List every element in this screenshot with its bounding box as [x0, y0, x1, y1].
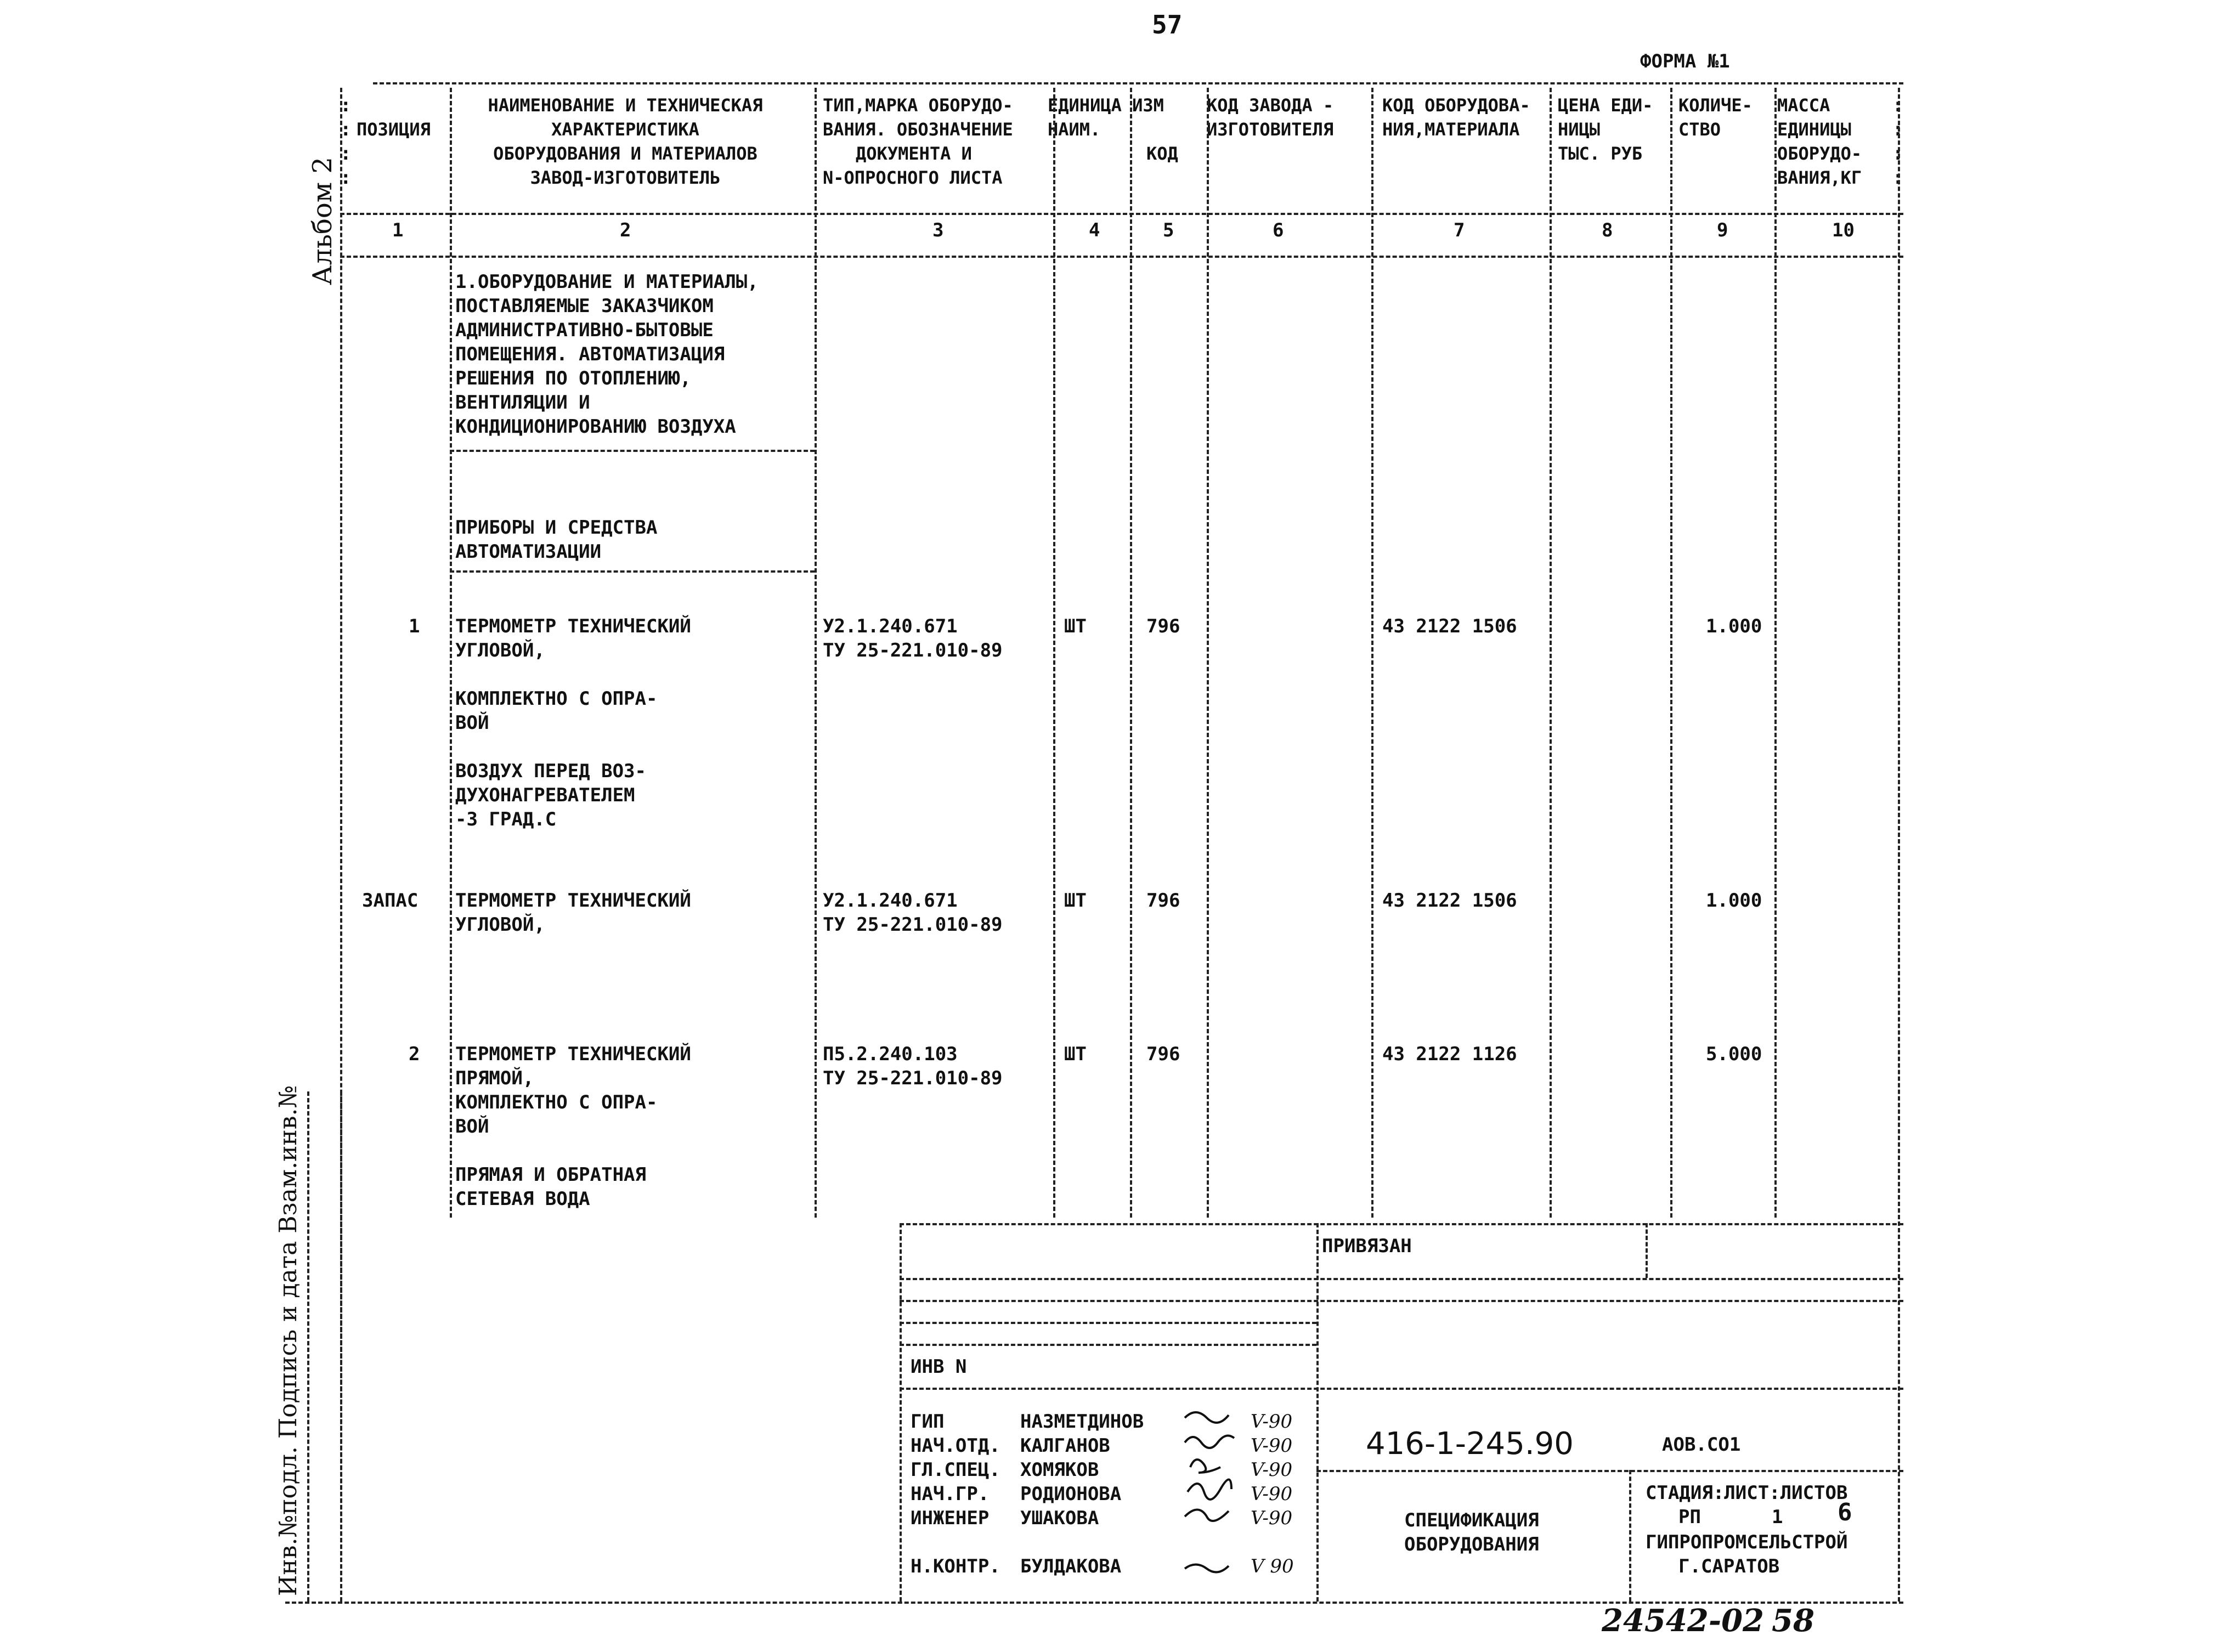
- item-1-unit: ШТ: [1064, 615, 1087, 637]
- privyazan-label: ПРИВЯЗАН: [1322, 1235, 1412, 1257]
- footer-page-number: 58: [1772, 1603, 1814, 1639]
- item-1-equip-code: 43 2122 1506: [1382, 615, 1517, 637]
- colnum-3: 3: [932, 219, 944, 241]
- document-title: СПЕЦИФИКАЦИЯ ОБОРУДОВАНИЯ: [1404, 1509, 1539, 1555]
- colnum-5: 5: [1163, 219, 1174, 241]
- titleblock-rule-5: [900, 1344, 1316, 1346]
- titleblock-rule-4: [900, 1322, 1316, 1324]
- colline-5: [1207, 88, 1209, 1218]
- album-label: Альбом 2: [307, 157, 338, 285]
- item-2-name: ТЕРМОМЕТР ТЕХНИЧЕСКИЙ ПРЯМОЙ, КОМПЛЕКТНО С ОПРА- ВОЙ ПРЯМАЯ И ОБРАТНАЯ СЕТЕВАЯ ВОДА: [455, 1043, 691, 1210]
- section-1-rule: [450, 450, 815, 452]
- inv-label: ИНВ N: [911, 1356, 967, 1378]
- item-2-qty: 5.000: [1706, 1043, 1762, 1065]
- item-2-type: П5.2.240.103 ТУ 25-221.010-89: [823, 1043, 1003, 1089]
- colline-2: [815, 88, 817, 1218]
- titleblock-rule-3: [900, 1300, 1903, 1302]
- header-col-1: ПОЗИЦИЯ: [357, 119, 431, 140]
- stamp-divider-2: [307, 1091, 309, 1602]
- header-col-9: КОЛИЧЕ- СТВО: [1678, 95, 1753, 140]
- colnum-7: 7: [1454, 219, 1465, 241]
- header-bottom-rule: [340, 213, 1903, 215]
- titleblock-mid-2: [1646, 1223, 1648, 1278]
- colnum-bottom-rule: [340, 256, 1903, 258]
- colnum-1: 1: [392, 219, 404, 241]
- item-1-name: ТЕРМОМЕТР ТЕХНИЧЕСКИЙ УГЛОВОЙ, КОМПЛЕКТНО С ОПРА- ВОЙ ВОЗДУХ ПЕРЕД ВОЗ- ДУХОНАГРЕВАТЕЛЕМ -3 ГРАД.С: [455, 615, 691, 830]
- section-1-title: 1.ОБОРУДОВАНИЕ И МАТЕРИАЛЫ, ПОСТАВЛЯЕМЫЕ ЗАКАЗЧИКОМ АДМИНИСТРАТИВНО-БЫТОВЫЕ ПОМЕЩЕНИЯ. АВТОМАТИЗАЦИЯ РЕШЕНИЯ ПО ОТОПЛЕНИЮ, ВЕНТИЛЯЦИИ И КОНДИЦИОНИРОВАНИЮ ВОЗДУХА: [455, 271, 759, 438]
- item-1-code: 796: [1146, 615, 1180, 637]
- header-col-6: КОД ЗАВОДА - ИЗГОТОВИТЕЛЯ: [1207, 95, 1334, 140]
- titleblock-top-rule: [900, 1223, 1903, 1225]
- titleblock-mid: [1316, 1223, 1319, 1602]
- header-col-5: КОД: [1146, 143, 1178, 164]
- sheet-value: 1: [1772, 1506, 1783, 1528]
- colnum-4: 4: [1089, 219, 1100, 241]
- colnum-10: 10: [1832, 219, 1855, 241]
- colnum-8: 8: [1602, 219, 1613, 241]
- reserve-name: ТЕРМОМЕТР ТЕХНИЧЕСКИЙ УГЛОВОЙ,: [455, 890, 691, 936]
- colline-8: [1670, 88, 1672, 1218]
- titleblock-rule-2: [900, 1278, 1903, 1280]
- form-label: ФОРМА №1: [1640, 50, 1730, 72]
- stage-header: СТАДИЯ:ЛИСТ:ЛИСТОВ: [1646, 1482, 1848, 1504]
- colsep-right: : : : :: [1892, 94, 1904, 189]
- item-2-equip-code: 43 2122 1126: [1382, 1043, 1517, 1065]
- item-2-code: 796: [1146, 1043, 1180, 1065]
- titleblock-rule-7: [1316, 1470, 1903, 1472]
- titleblock-left: [900, 1223, 902, 1602]
- colline-4: [1130, 88, 1132, 1218]
- reserve-qty: 1.000: [1706, 890, 1762, 912]
- people-roles: ГИП НАЧ.ОТД. ГЛ.СПЕЦ. НАЧ.ГР. ИНЖЕНЕР Н.КОНТР.: [911, 1411, 1000, 1577]
- stamp-vertical-label: Инв.№подл. Подпись и дата Взам.инв.№: [274, 1085, 302, 1596]
- people-names: НАЗМЕТДИНОВ КАЛГАНОВ ХОМЯКОВ РОДИОНОВА УШАКОВА БУЛДАКОВА: [1020, 1411, 1144, 1577]
- colnum-9: 9: [1717, 219, 1728, 241]
- header-col-4: ЕДИНИЦА ИЗМ НАИМ.: [1048, 95, 1164, 140]
- stage-value: РП: [1678, 1506, 1701, 1528]
- colsep-left: : : : :: [340, 94, 352, 189]
- colline-right: [1898, 88, 1900, 1602]
- reserve-unit: ШТ: [1064, 890, 1087, 912]
- signatures-graphic: [1179, 1404, 1245, 1580]
- item-1-qty: 1.000: [1706, 615, 1762, 637]
- page-number: 57: [1152, 10, 1183, 39]
- header-col-2: НАИМЕНОВАНИЕ И ТЕХНИЧЕСКАЯ ХАРАКТЕРИСТИКА ОБОРУДОВАНИЯ И МАТЕРИАЛОВ ЗАВОД-ИЗГОТОВИТЕЛЬ: [488, 95, 763, 188]
- item-2-position: 2: [409, 1043, 420, 1065]
- people-dates: V-90 V-90 V-90 V-90 V-90 V 90: [1251, 1411, 1294, 1577]
- colnum-2: 2: [620, 219, 631, 241]
- colline-7: [1550, 88, 1552, 1218]
- header-col-10: МАССА ЕДИНИЦЫ ОБОРУДО- ВАНИЯ,КГ: [1777, 95, 1862, 188]
- sheet-code: АОВ.СО1: [1662, 1434, 1741, 1456]
- table-top-rule: [373, 82, 1903, 84]
- reserve-equip-code: 43 2122 1506: [1382, 890, 1517, 912]
- item-2-unit: ШТ: [1064, 1043, 1087, 1065]
- item-1-position: 1: [409, 615, 420, 637]
- city: Г.САРАТОВ: [1678, 1555, 1780, 1577]
- section-2-title: ПРИБОРЫ И СРЕДСТВА АВТОМАТИЗАЦИИ: [455, 517, 658, 563]
- header-col-7: КОД ОБОРУДОВА- НИЯ,МАТЕРИАЛА: [1382, 95, 1530, 140]
- footer-handwritten-number: 24542-02: [1602, 1603, 1764, 1639]
- item-1-type: У2.1.240.671 ТУ 25-221.010-89: [823, 615, 1003, 661]
- sheets-total-value: 6: [1838, 1498, 1852, 1526]
- titleblock-mid-3: [1629, 1470, 1631, 1602]
- reserve-position: ЗАПАС: [362, 890, 419, 912]
- section-2-rule: [450, 570, 815, 573]
- colline-1: [450, 88, 452, 1218]
- colline-6: [1371, 88, 1373, 1218]
- header-col-8: ЦЕНА ЕДИ- НИЦЫ ТЫС. РУБ: [1558, 95, 1653, 164]
- colnum-6: 6: [1273, 219, 1284, 241]
- colline-left: [340, 88, 342, 1602]
- colline-9: [1774, 88, 1777, 1218]
- organization: ГИПРОПРОМСЕЛЬСТРОЙ: [1646, 1531, 1848, 1553]
- titleblock-rule-6: [900, 1388, 1903, 1390]
- header-col-3: ТИП,МАРКА ОБОРУДО- ВАНИЯ. ОБОЗНАЧЕНИЕ ДОКУМЕНТА И N-ОПРОСНОГО ЛИСТА: [823, 95, 1013, 188]
- document-code: 416-1-245.90: [1366, 1426, 1574, 1462]
- colline-3: [1053, 88, 1055, 1218]
- reserve-code: 796: [1146, 890, 1180, 912]
- reserve-type: У2.1.240.671 ТУ 25-221.010-89: [823, 890, 1003, 936]
